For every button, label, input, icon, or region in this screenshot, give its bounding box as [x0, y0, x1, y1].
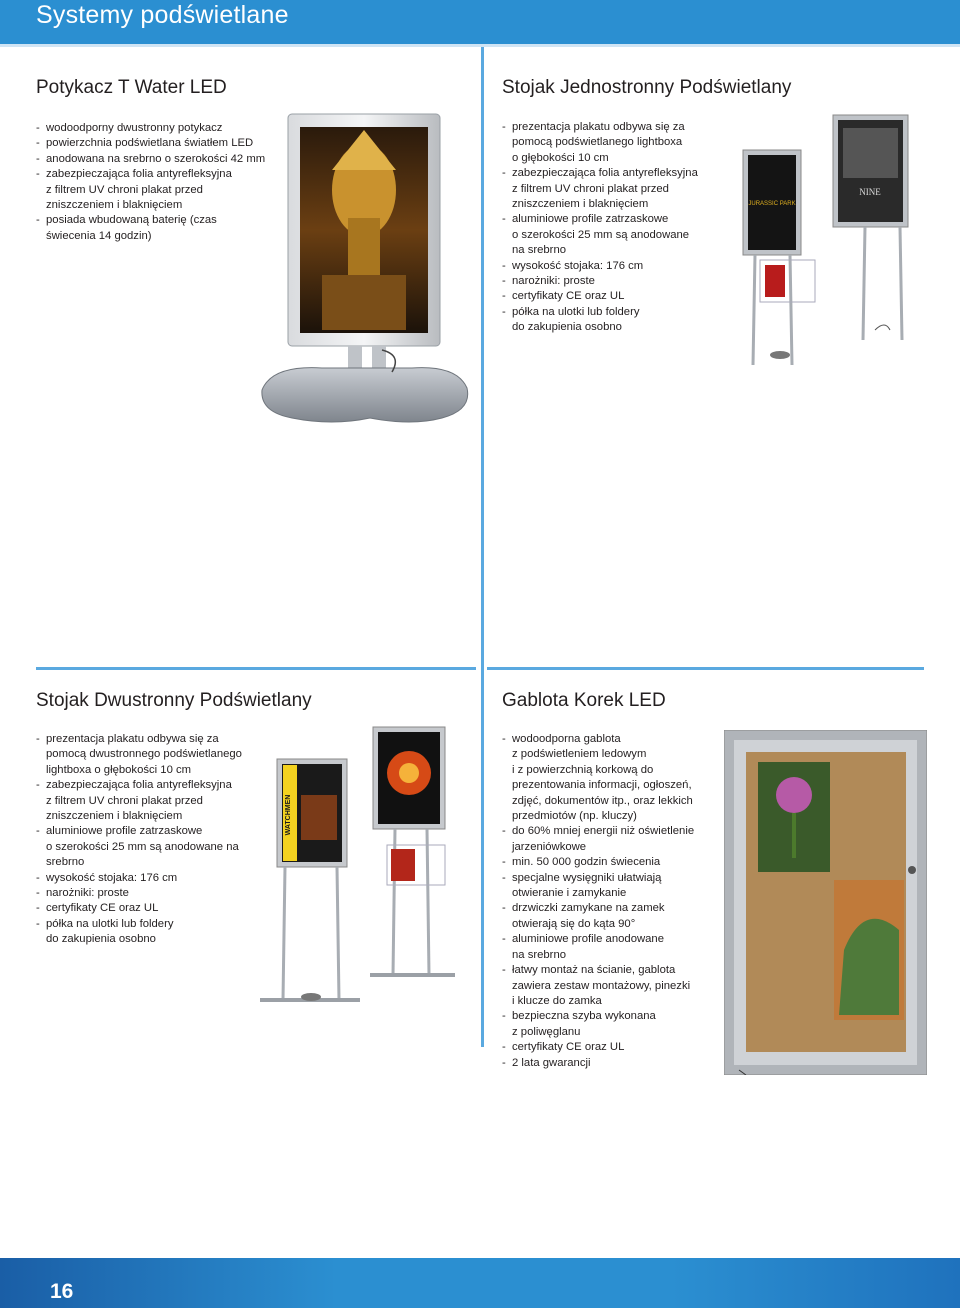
bullet-line: - 2 lata gwarancji: [512, 1056, 591, 1069]
bullet-line: - półka na ulotki lub foldery: [46, 917, 174, 930]
header-rule: [0, 44, 960, 47]
bullet-list-stojak-jednostronny: [502, 120, 698, 336]
bullet-line: otwierają się do kąta 90°: [512, 917, 636, 930]
bullet-line: świecenia 14 godzin): [46, 229, 152, 242]
bullet-list-gablota: [502, 732, 694, 1071]
section-title-stojak-jednostronny: Stojak Jednostronny Podświetlany: [502, 77, 792, 98]
bullet-line: do zakupienia osobno: [46, 933, 156, 946]
bullet-line: pomocą dwustronnego podświetlanego: [46, 748, 242, 761]
bullet-line: - zabezpieczająca folia antyrefleksyjna: [512, 167, 698, 180]
bullet-line: z filtrem UV chroni plakat przed: [46, 794, 203, 807]
bullet-line: srebrno: [46, 856, 85, 869]
double-sided-stand-image: [255, 725, 465, 1015]
bullet-line: - zabezpieczająca folia antyrefleksyjna: [46, 168, 232, 181]
watchmen-poster-text: WATCHMEN: [285, 794, 292, 836]
bullet-line: - półka na ulotki lub foldery: [512, 305, 640, 318]
bullet-item: [502, 963, 694, 1009]
bullet-item: [502, 305, 698, 336]
bullet-item: [36, 886, 242, 901]
row-divider-right: [487, 667, 924, 670]
bullet-list-stojak-dwustronny: [36, 732, 242, 948]
bullet-line: - wysokość stojaka: 176 cm: [512, 259, 644, 272]
jurassic-poster-text: JURASSIC PARK: [748, 201, 796, 207]
bullet-list-potykacz: [36, 121, 265, 244]
bullet-line: - specjalne wysięgniki ułatwiają: [512, 871, 662, 884]
section-title-stojak-dwustronny: Stojak Dwustronny Podświetlany: [36, 690, 312, 711]
bullet-line: - certyfikaty CE oraz UL: [512, 1041, 625, 1054]
bullet-item: [502, 212, 698, 258]
bullet-line: na srebrno: [512, 244, 567, 257]
bullet-item: [502, 901, 694, 932]
page-header: [0, 0, 960, 44]
bullet-line: - aluminiowe profile zatrzaskowe: [46, 825, 203, 838]
bullet-line: zniszczeniem i blaknięciem: [46, 810, 183, 823]
nine-poster-text: NINE: [859, 187, 881, 197]
bullet-line: o szerokości 25 mm są anodowane na: [46, 840, 239, 853]
bullet-line: - zabezpieczająca folia antyrefleksyjna: [46, 779, 232, 792]
bullet-line: z poliwęglanu: [512, 1025, 581, 1038]
bullet-item: [502, 932, 694, 963]
bullet-item: [36, 213, 265, 244]
bullet-item: [502, 274, 698, 289]
bullet-line: - prezentacja plakatu odbywa się za: [46, 733, 219, 745]
bullet-item: [36, 152, 265, 167]
bullet-line: - aluminiowe profile zatrzaskowe: [512, 213, 669, 226]
bullet-line: - wodoodporna gablota: [512, 733, 621, 745]
bullet-item: [502, 166, 698, 212]
cork-display-case-image: [724, 730, 927, 1075]
bullet-line: - aluminiowe profile anodowane: [512, 933, 664, 946]
bullet-item: [502, 1056, 694, 1071]
page-number: 16: [50, 1280, 74, 1303]
bullet-line: - wysokość stojaka: 176 cm: [46, 871, 178, 884]
bullet-item: [36, 824, 242, 870]
bullet-item: [502, 120, 698, 166]
bullet-item: [36, 732, 242, 778]
bullet-line: - certyfikaty CE oraz UL: [512, 290, 625, 303]
bullet-item: [502, 1040, 694, 1055]
bullet-line: zniszczeniem i blaknięciem: [512, 198, 649, 211]
bullet-line: do zakupienia osobno: [512, 321, 622, 334]
section-title-potykacz: Potykacz T Water LED: [36, 77, 227, 98]
bullet-line: o szerokości 25 mm są anodowane: [512, 228, 690, 241]
bullet-line: - drzwiczki zamykane na zamek: [512, 902, 665, 915]
bullet-item: [502, 871, 694, 902]
bullet-line: - prezentacja plakatu odbywa się za: [512, 121, 685, 133]
bullet-item: [36, 121, 265, 136]
bullet-line: i klucze do zamka: [512, 994, 602, 1007]
section-title-gablota: Gablota Korek LED: [502, 690, 666, 711]
bullet-item: [502, 289, 698, 304]
bullet-line: - posiada wbudowaną baterię (czas: [46, 214, 217, 227]
page-footer: [0, 1258, 960, 1308]
bullet-item: [36, 136, 265, 151]
bullet-line: o głębokości 10 cm: [512, 151, 609, 164]
bullet-item: [502, 824, 694, 855]
bullet-item: [502, 1009, 694, 1040]
bullet-item: [502, 259, 698, 274]
bullet-line: zdjęć, dokumentów itp., oraz lekkich: [512, 794, 693, 807]
bullet-item: [36, 901, 242, 916]
bullet-line: - bezpieczna szyba wykonana: [512, 1010, 656, 1023]
bullet-line: lightboxa o głębokości 10 cm: [46, 763, 192, 776]
bullet-item: [36, 167, 265, 213]
bullet-line: na srebrno: [512, 948, 567, 961]
bullet-line: przedmiotów (np. kluczy): [512, 810, 637, 823]
bullet-line: z filtrem UV chroni plakat przed: [512, 182, 669, 195]
bullet-line: - łatwy montaż na ścianie, gablota: [512, 964, 676, 977]
bullet-item: [502, 732, 694, 824]
t-water-led-stand-image: [252, 100, 482, 445]
bullet-line: - narożniki: proste: [46, 887, 129, 900]
bullet-line: otwieranie i zamykanie: [512, 887, 627, 900]
bullet-item: [36, 871, 242, 886]
bullet-line: zniszczeniem i blaknięciem: [46, 199, 183, 212]
bullet-line: - anodowana na srebrno o szerokości 42 mm: [46, 152, 266, 165]
bullet-line: - certyfikaty CE oraz UL: [46, 902, 159, 915]
bullet-item: [502, 855, 694, 870]
bullet-line: - do 60% mniej energii niż oświetlenie: [512, 825, 695, 838]
bullet-line: z filtrem UV chroni plakat przed: [46, 183, 203, 196]
bullet-line: - min. 50 000 godzin świecenia: [512, 856, 661, 869]
bullet-line: - wodoodporny dwustronny potykacz: [46, 122, 223, 134]
bullet-line: pomocą podświetlanego lightboxa: [512, 136, 683, 149]
bullet-line: prezentowania informacji, ogłoszeń,: [512, 779, 692, 792]
bullet-line: - powierzchnia podświetlana światłem LED: [46, 137, 254, 150]
bullet-item: [36, 917, 242, 948]
bullet-line: z podświetleniem ledowym: [512, 748, 647, 761]
bullet-item: [36, 778, 242, 824]
bullet-line: zawiera zestaw montażowy, pinezki: [512, 979, 691, 992]
bullet-line: - narożniki: proste: [512, 275, 595, 288]
row-divider-left: [36, 667, 476, 670]
bullet-line: jarzeniówkowe: [512, 840, 587, 853]
page-title: Systemy podświetlane: [36, 1, 289, 29]
bullet-line: i z powierzchnią korkową do: [512, 763, 654, 776]
single-sided-stand-image: [735, 110, 925, 380]
